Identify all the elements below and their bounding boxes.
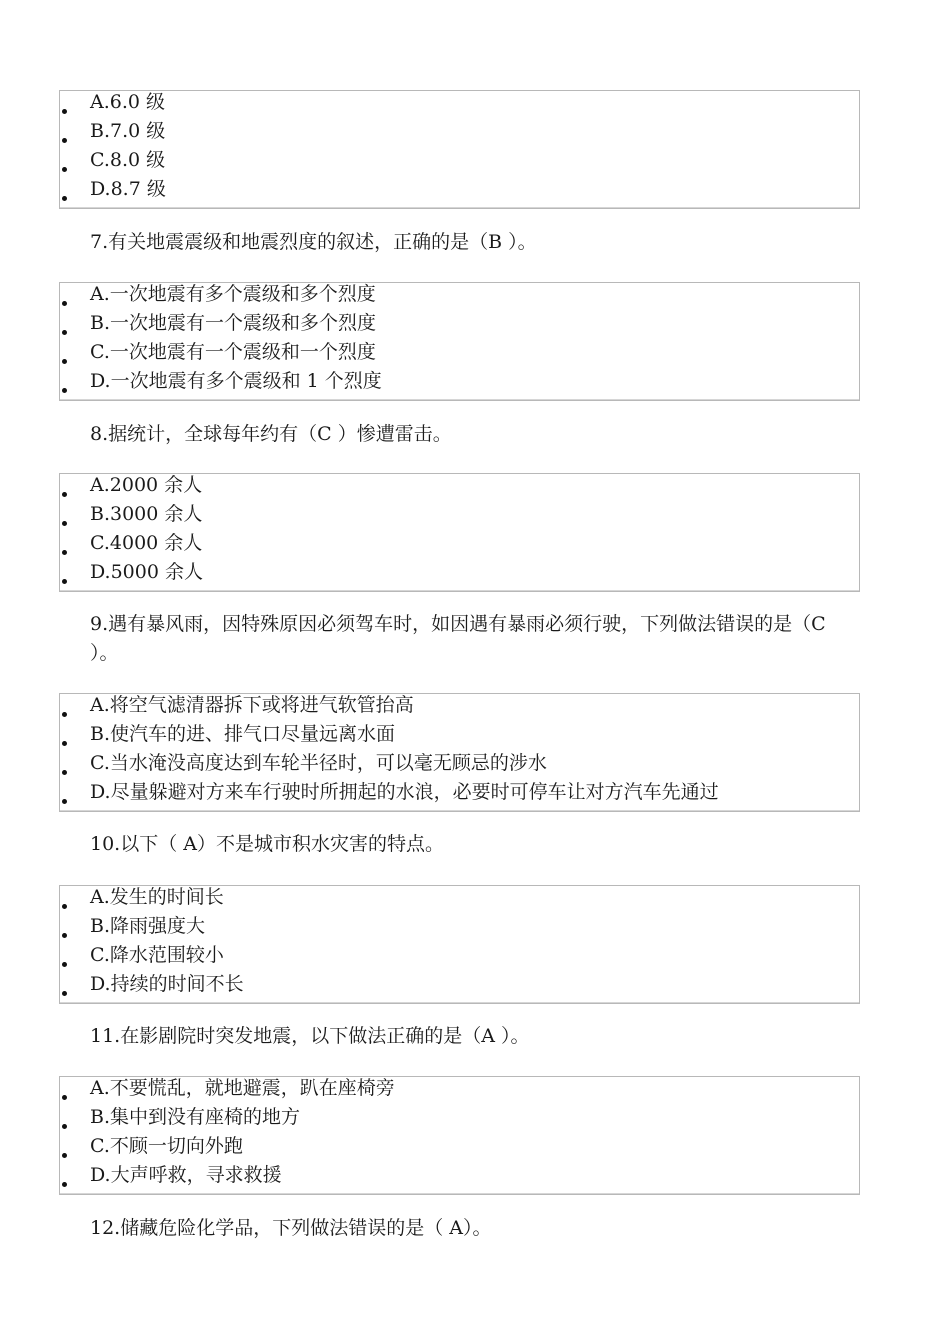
bullet-icon [62, 330, 67, 335]
option-list [60, 91, 859, 207]
bullet-icon [62, 933, 67, 938]
option-b [60, 503, 859, 532]
option-text: D.5000 余人 [90, 561, 203, 583]
option-a [60, 283, 859, 312]
bullet-icon [62, 1124, 67, 1129]
bullet-icon [62, 109, 67, 114]
option-text: A.2000 余人 [90, 474, 203, 496]
option-text: C.不顾一切向外跑 [90, 1135, 243, 1157]
question-11: 11.在影剧院时突发地震，以下做法正确的是（A ）。 [90, 1025, 530, 1047]
option-text: A.一次地震有多个震级和多个烈度 [90, 283, 376, 305]
bullet-icon [62, 301, 67, 306]
bullet-icon [62, 388, 67, 393]
option-a [60, 1077, 859, 1106]
option-list [60, 694, 859, 810]
option-text: B.使汽车的进、排气口尽量远离水面 [90, 723, 396, 745]
option-text: B.3000 余人 [90, 503, 203, 525]
question-8: 8.据统计，全球每年约有（C ）惨遭雷击。 [90, 423, 452, 445]
option-text: B.7.0 级 [90, 120, 166, 142]
option-list [60, 474, 859, 590]
option-text: D.持续的时间不长 [90, 973, 244, 995]
option-c [60, 341, 859, 370]
bullet-icon [62, 770, 67, 775]
bullet-icon [62, 712, 67, 717]
option-d [60, 973, 859, 1002]
bullet-icon [62, 167, 67, 172]
bullet-icon [62, 991, 67, 996]
option-a [60, 886, 859, 915]
option-box-q9 [59, 693, 860, 812]
option-c [60, 1135, 859, 1164]
option-a [60, 474, 859, 503]
bullet-icon [62, 741, 67, 746]
option-text: D.尽量躲避对方来车行驶时所拥起的水浪，必要时可停车让对方汽车先通过 [90, 781, 719, 803]
option-text: C.8.0 级 [90, 149, 166, 171]
bullet-icon [62, 138, 67, 143]
option-b [60, 723, 859, 752]
bullet-icon [62, 799, 67, 804]
option-d [60, 1164, 859, 1193]
bullet-icon [62, 1095, 67, 1100]
option-c [60, 532, 859, 561]
bullet-icon [62, 1153, 67, 1158]
bullet-icon [62, 550, 67, 555]
option-box-q11 [59, 1076, 860, 1195]
option-text: A.6.0 级 [90, 91, 166, 113]
option-box-q8 [59, 473, 860, 592]
option-text: C.一次地震有一个震级和一个烈度 [90, 341, 376, 363]
option-d [60, 781, 859, 810]
bullet-icon [62, 1182, 67, 1187]
option-text: D.大声呼救，寻求救援 [90, 1164, 282, 1186]
option-text: A.将空气滤清器拆下或将进气软管抬高 [90, 694, 414, 716]
question-10: 10.以下（ A）不是城市积水灾害的特点。 [90, 833, 444, 855]
question-9: 9.遇有暴风雨，因特殊原因必须驾车时，如因遇有暴雨必须行驶，下列做法错误的是（C ）。 [90, 613, 826, 664]
option-text: A.不要慌乱，就地避震，趴在座椅旁 [90, 1077, 395, 1099]
option-box-q7 [59, 282, 860, 401]
bullet-icon [62, 962, 67, 967]
option-text: C.4000 余人 [90, 532, 203, 554]
option-b [60, 1106, 859, 1135]
option-text: C.当水淹没高度达到车轮半径时，可以毫无顾忌的涉水 [90, 752, 547, 774]
bullet-icon [62, 196, 67, 201]
bullet-icon [62, 492, 67, 497]
bullet-icon [62, 904, 67, 909]
option-box-q6 [59, 90, 860, 209]
option-c [60, 149, 859, 178]
option-a [60, 694, 859, 723]
option-d [60, 561, 859, 590]
option-c [60, 944, 859, 973]
question-12: 12.储藏危险化学品，下列做法错误的是（ A）。 [90, 1217, 492, 1239]
option-box-q10 [59, 885, 860, 1004]
bullet-icon [62, 521, 67, 526]
option-text: D.8.7 级 [90, 178, 166, 200]
option-d [60, 370, 859, 399]
option-text: C.降水范围较小 [90, 944, 224, 966]
bullet-icon [62, 579, 67, 584]
option-list [60, 283, 859, 399]
option-text: B.降雨强度大 [90, 915, 206, 937]
option-c [60, 752, 859, 781]
option-text: B.集中到没有座椅的地方 [90, 1106, 301, 1128]
option-text: A.发生的时间长 [90, 886, 224, 908]
option-list [60, 1077, 859, 1193]
option-d [60, 178, 859, 207]
question-7: 7.有关地震震级和地震烈度的叙述，正确的是（B ）。 [90, 231, 537, 253]
option-b [60, 915, 859, 944]
option-text: D.一次地震有多个震级和 1 个烈度 [90, 370, 382, 392]
bullet-icon [62, 359, 67, 364]
option-b [60, 312, 859, 341]
option-list [60, 886, 859, 1002]
option-text: B.一次地震有一个震级和多个烈度 [90, 312, 377, 334]
option-a [60, 91, 859, 120]
option-b [60, 120, 859, 149]
